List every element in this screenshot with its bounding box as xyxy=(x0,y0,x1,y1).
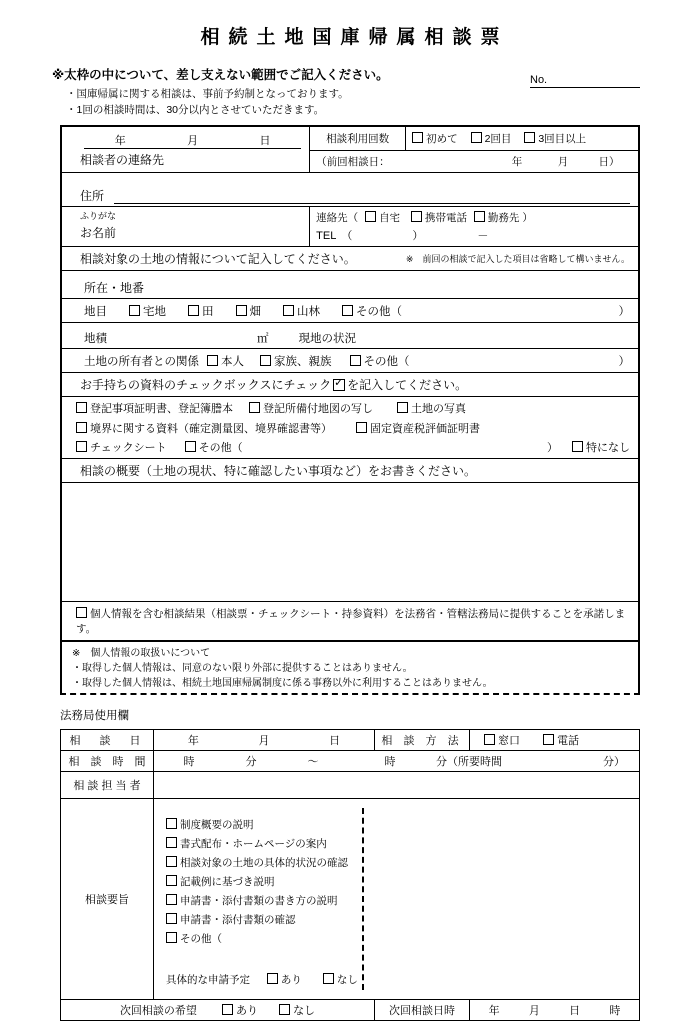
no-field[interactable]: No. xyxy=(530,74,640,88)
name-tel-row xyxy=(62,207,638,247)
office-date-value[interactable] xyxy=(154,730,375,751)
office-time-label: 相 談 時 間 xyxy=(61,751,154,772)
contact-label: 相談者の連絡先 xyxy=(80,153,165,167)
consent-row xyxy=(62,602,638,640)
privacy-line-1: ・取得した個人情報は、同意のない限り外部に提供することはありません。 xyxy=(72,663,413,674)
tel-part3[interactable] xyxy=(488,229,632,243)
checkbox-self[interactable] xyxy=(207,355,218,366)
consent-text: 個人情報を含む相談結果（相談票・チェックシート・持参資料）を法務省・管轄法務局に提供することを承諾します。 xyxy=(76,608,626,635)
checkbox-family[interactable] xyxy=(260,355,271,366)
docs-other-input[interactable] xyxy=(243,441,547,453)
contact-to-close: ） xyxy=(522,212,533,224)
chiseki-unit: ㎡ xyxy=(257,333,269,345)
checkbox-kotei-shisan[interactable] xyxy=(356,422,367,433)
status-input[interactable] xyxy=(356,332,630,346)
next-day: 日 xyxy=(569,1005,581,1017)
checkbox-point-6[interactable] xyxy=(166,913,177,924)
checkbox-point-2[interactable] xyxy=(166,837,177,848)
points-free-area[interactable] xyxy=(362,808,639,990)
main-form xyxy=(60,125,640,642)
checkbox-denwa[interactable] xyxy=(543,734,554,745)
chimoku-label: 地目 xyxy=(84,305,107,318)
checkbox-mobile[interactable] xyxy=(411,211,422,222)
docs-row-3 xyxy=(62,437,638,459)
chiseki-label: 地積 xyxy=(84,333,107,345)
checkbox-chimoku-other[interactable] xyxy=(342,305,353,316)
checkbox-touki-shoumei[interactable] xyxy=(76,402,87,413)
office-points-row xyxy=(61,799,640,1000)
point-7: その他（ xyxy=(180,933,222,945)
consult-date-day[interactable]: 日 xyxy=(229,132,301,149)
note-bold: ※太枠の中について、差し支えない範囲でご記入ください。 xyxy=(52,68,389,82)
tel-part1[interactable] xyxy=(352,229,412,243)
checkbox-check-sheet[interactable] xyxy=(76,441,87,452)
usage-count-block xyxy=(309,127,638,172)
time-tilde: ～ xyxy=(307,756,319,768)
option-work: 勤務先 xyxy=(487,212,520,224)
point-1: 制度概要の説明 xyxy=(180,819,254,831)
option-next-yes: あり xyxy=(236,1005,258,1017)
option-takuchi: 宅地 xyxy=(143,305,166,318)
tel-block xyxy=(309,207,638,246)
checkbox-relation-other[interactable] xyxy=(350,355,361,366)
status-label: 現地の状況 xyxy=(298,333,356,345)
option-second-time: 2回目 xyxy=(484,133,512,145)
office-points-value xyxy=(154,799,640,1000)
checkbox-point-4[interactable] xyxy=(166,875,177,886)
office-staff-row xyxy=(61,772,640,799)
tel-mid: ） xyxy=(412,230,424,242)
location-input[interactable] xyxy=(144,282,630,296)
checkbox-sanrin[interactable] xyxy=(283,305,294,316)
next-label: 次回相談の希望 xyxy=(119,1005,197,1017)
time-min-3: 分） xyxy=(603,756,625,768)
checkbox-third-or-more[interactable] xyxy=(524,132,535,143)
office-table xyxy=(60,729,640,1021)
option-self: 本人 xyxy=(221,355,244,368)
option-ta: 田 xyxy=(202,305,214,318)
location-row xyxy=(62,271,638,299)
contact-block xyxy=(62,127,309,172)
plan-label: 具体的な申請予定 xyxy=(166,974,250,986)
tel-dash: － xyxy=(477,230,489,242)
summary-section-header: 相談の概要（土地の現状、特に確認したい事項など）をお書きください。 xyxy=(80,464,477,478)
chimoku-row xyxy=(62,299,638,323)
checkbox-point-7[interactable] xyxy=(166,932,177,943)
point-6: 申請書・添付書類の確認 xyxy=(180,914,296,926)
chiseki-input[interactable] xyxy=(107,332,257,346)
option-chizu-utsushi: 登記所備付地図の写し xyxy=(263,403,373,415)
location-label: 所在・地番 xyxy=(84,281,145,295)
office-staff-label: 相 談 担 当 者 xyxy=(61,772,154,799)
option-tochi-shashin: 土地の写真 xyxy=(411,403,466,415)
point-3: 相談対象の土地の具体的状況の確認 xyxy=(180,857,348,869)
summary-textarea[interactable] xyxy=(62,483,638,601)
office-staff-value[interactable] xyxy=(154,772,640,799)
checkbox-consent[interactable] xyxy=(76,607,87,618)
checkbox-second-time[interactable] xyxy=(471,132,482,143)
office-date-year: 年 xyxy=(187,735,199,747)
page-title: 相続土地国庫帰属相談票 xyxy=(200,27,509,48)
docs-section-header xyxy=(62,373,638,396)
option-check-sheet: チェックシート xyxy=(90,442,167,454)
option-plan-no: なし xyxy=(336,974,358,986)
land-section-header: 相談対象の土地の情報について記入してください。 xyxy=(80,252,356,266)
prev-month[interactable]: 月 xyxy=(557,156,569,168)
office-time-row xyxy=(61,751,640,772)
office-next-row xyxy=(61,1000,640,1021)
name-block xyxy=(62,207,309,246)
contact-to-label: 連絡先（ xyxy=(316,212,359,224)
address-input[interactable] xyxy=(114,187,630,204)
option-sanrin: 山林 xyxy=(297,305,320,318)
prev-consult-label: （前回相談日： xyxy=(316,156,390,168)
summary-header-row xyxy=(62,459,638,483)
time-min-2: 分（所要時間 xyxy=(436,756,502,768)
checkbox-home[interactable] xyxy=(365,211,376,222)
docs-header-pre: お手持ちの資料のチェックボックスにチェック xyxy=(80,378,332,392)
checkbox-point-1[interactable] xyxy=(166,818,177,829)
time-min-1: 分 xyxy=(245,756,257,768)
tel-label: TEL （ xyxy=(316,230,353,242)
point-4: 記載例に基づき説明 xyxy=(180,876,275,888)
checkbox-tochi-shashin[interactable] xyxy=(397,402,408,413)
name-input[interactable] xyxy=(116,226,301,241)
tel-part2[interactable] xyxy=(423,229,477,243)
option-madoguchi: 窓口 xyxy=(498,735,520,747)
furigana-label: ふりがな xyxy=(80,211,117,221)
option-kotei-shisan: 固定資産税評価証明書 xyxy=(370,422,480,435)
checkbox-plan-yes[interactable] xyxy=(267,973,278,984)
option-mobile: 携帯電話 xyxy=(424,212,467,224)
checkbox-madoguchi[interactable] xyxy=(484,734,495,745)
office-points-label: 相談要旨 xyxy=(61,799,154,1000)
office-date-month: 月 xyxy=(258,735,270,747)
checkbox-ta[interactable] xyxy=(188,305,199,316)
docs-row-2 xyxy=(62,417,638,437)
checkbox-plan-no[interactable] xyxy=(323,973,334,984)
land-section-header-row xyxy=(62,247,638,271)
time-hour-2: 時 xyxy=(384,756,396,768)
option-kyoukai-shiryou: 境界に関する資料（確定測量図、境界確認書等） xyxy=(90,422,332,435)
checkbox-work[interactable] xyxy=(474,211,485,222)
time-hour-1: 時 xyxy=(183,756,195,768)
option-denwa: 電話 xyxy=(557,735,580,747)
checkbox-hatake[interactable] xyxy=(236,305,247,316)
office-method-label: 相 談 方 法 xyxy=(375,730,470,751)
option-next-no: なし xyxy=(293,1005,316,1017)
office-method-value xyxy=(470,730,640,751)
chimoku-other-close: ） xyxy=(618,305,630,318)
land-section-note: ※ 前回の相談で記入した項目は省略して構いません。 xyxy=(405,254,630,264)
address-row xyxy=(62,173,638,207)
note-duration: ・1回の相談時間は、30分以内とさせていただきます。 xyxy=(66,104,325,116)
checkbox-next-no[interactable] xyxy=(279,1004,290,1015)
consult-date-month[interactable]: 月 xyxy=(156,132,228,149)
checkbox-none[interactable] xyxy=(572,441,583,452)
privacy-line-2: ・取得した個人情報は、相続土地国庫帰属制度に係る事務以外に利用することはありません。 xyxy=(72,678,493,689)
relation-row xyxy=(62,349,638,373)
prev-day[interactable]: 日） xyxy=(598,156,620,168)
office-section-header: 法務局使用欄 xyxy=(60,710,129,722)
prev-year[interactable]: 年 xyxy=(511,156,523,168)
next-wish-cell xyxy=(61,1000,375,1021)
contact-method xyxy=(310,207,638,226)
option-chimoku-other: その他（ xyxy=(356,305,402,318)
office-date-day: 日 xyxy=(329,735,341,747)
relation-label: 土地の所有者との関係 xyxy=(84,355,199,368)
form-page xyxy=(0,22,700,1016)
usage-count-label: 相談利用回数 xyxy=(310,127,406,151)
chiseki-row xyxy=(62,323,638,349)
checked-checkbox-icon xyxy=(333,379,345,391)
name-label: お名前 xyxy=(80,226,117,240)
option-home: 自宅 xyxy=(379,212,401,224)
option-third-or-more: 3回目以上 xyxy=(538,133,587,145)
checkbox-first-time[interactable] xyxy=(412,132,423,143)
docs-header-post: を記入してください。 xyxy=(347,378,468,392)
office-date-row xyxy=(61,730,640,751)
usage-count-options xyxy=(406,127,638,151)
option-family: 家族、親族 xyxy=(274,355,332,368)
address-label: 住所 xyxy=(80,189,105,203)
contact-usage-row xyxy=(62,127,638,173)
docs-row-1 xyxy=(62,397,638,417)
office-date-label: 相 談 日 xyxy=(61,730,154,751)
checkbox-kyoukai-shiryou[interactable] xyxy=(76,422,87,433)
option-relation-other: その他（ xyxy=(363,355,410,368)
point-2: 書式配布・ホームページの案内 xyxy=(180,838,327,850)
docs-other-close: ） xyxy=(547,442,558,454)
option-touki-shoumei: 登記事項証明書、登記簿謄本 xyxy=(90,403,233,415)
checkbox-point-5[interactable] xyxy=(166,894,177,905)
checkbox-chizu-utsushi[interactable] xyxy=(249,402,260,413)
checkbox-point-3[interactable] xyxy=(166,856,177,867)
summary-free-row xyxy=(62,483,638,602)
option-none: 特になし xyxy=(586,442,630,454)
option-first-time: 初めて xyxy=(426,133,458,145)
next-month: 月 xyxy=(528,1005,540,1017)
option-plan-yes: あり xyxy=(280,974,302,986)
points-list xyxy=(154,808,362,990)
office-time-value[interactable] xyxy=(154,751,640,772)
option-hatake: 畑 xyxy=(249,305,261,318)
option-docs-other: その他（ xyxy=(198,442,243,454)
consent-line xyxy=(62,602,638,640)
next-year: 年 xyxy=(488,1005,500,1017)
point-5: 申請書・添付書類の書き方の説明 xyxy=(180,895,338,907)
checkbox-docs-other[interactable] xyxy=(185,441,196,452)
privacy-block xyxy=(60,642,640,695)
privacy-title: ※ 個人情報の取扱いについて xyxy=(72,648,211,659)
checkbox-takuchi[interactable] xyxy=(129,305,140,316)
note-reservation: ・国庫帰属に関する相談は、事前予約制となっております。 xyxy=(66,88,349,100)
docs-header-row xyxy=(62,373,638,397)
relation-other-close: ） xyxy=(618,355,630,368)
next-date-value[interactable] xyxy=(470,1000,640,1021)
consult-date-year[interactable]: 年 xyxy=(84,132,156,149)
next-hour: 時 xyxy=(609,1005,621,1017)
next-date-label: 次回相談日時 xyxy=(375,1000,470,1021)
checkbox-next-yes[interactable] xyxy=(222,1004,233,1015)
